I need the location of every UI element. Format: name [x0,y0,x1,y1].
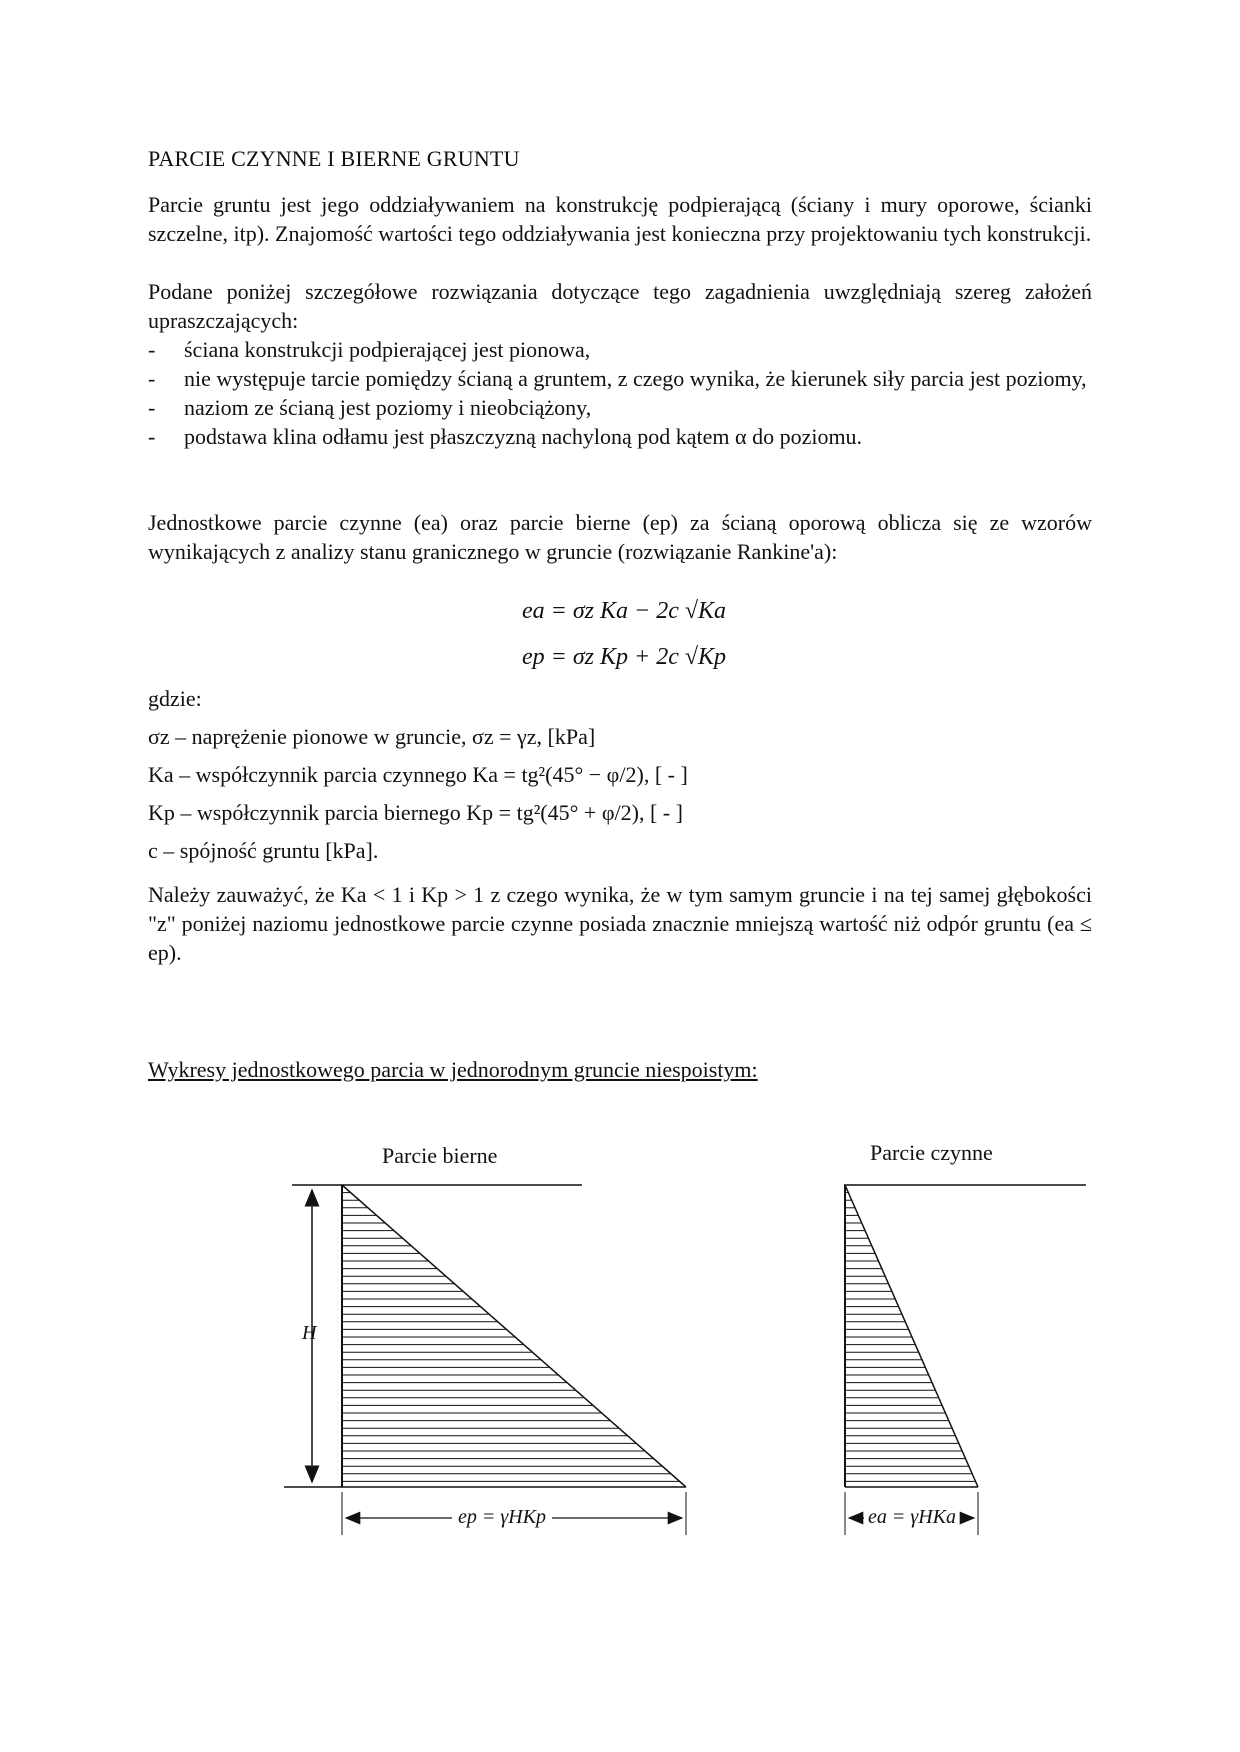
paragraph-comparison: Należy zauważyć, że Ka < 1 i Kp > 1 z czego wynika, że w tym samym gruncie i na tej samej głębokości "z" poniżej naziomu jednostkowe parcie czynne posiada znacznie mniejszą wartość niż odpór gruntu (ea ≤ ep). [148,882,1092,965]
active-bottom-label: ea = γHKa [868,1506,957,1528]
passive-bottom-label: ep = γHKp [458,1506,547,1528]
list-item: - ściana konstrukcji podpierającej jest pionowa, [148,337,591,362]
bullet-dash: - [148,395,156,420]
active-pressure-diagram [844,1185,1086,1535]
definition-kp: Kp – współczynnik parcia biernego Kp = tg²(45° + φ/2), [ - ] [148,800,683,825]
passive-pressure-diagram [284,1185,686,1535]
where-label: gdzie: [148,686,202,711]
list-item: - naziom ze ścianą jest poziomy i nieobciążony, [148,395,592,420]
height-label: H [302,1322,317,1344]
passive-diagram-title: Parcie bierne [382,1143,498,1168]
definition-ka: Ka – współczynnik parcia czynnego Ka = tg²(45° − φ/2), [ - ] [148,762,688,787]
formula-active-pressure: ea = σz Ka − 2c √Ka [522,598,727,624]
document-title: PARCIE CZYNNE I BIERNE GRUNTU [148,146,520,171]
list-item: - nie występuje tarcie pomiędzy ścianą a gruntem, z czego wynika, że kierunek siły parcia jest poziomy, [148,366,1087,391]
bullet-dash: - [148,366,156,391]
active-diagram-title: Parcie czynne [870,1140,993,1165]
list-item: - podstawa klina odłamu jest płaszczyzną nachyloną pod kątem α do poziomu. [148,424,863,449]
formula-passive-pressure: ep = σz Kp + 2c √Kp [522,644,727,670]
passive-hatching [342,1193,680,1482]
definition-c: c – spójność gruntu [kPa]. [148,838,379,863]
bullet-dash: - [148,337,156,362]
paragraph-rankine: Jednostkowe parcie czynne (ea) oraz parcie bierne (ep) za ścianą oporową oblicza się ze wzorów wynikających z analizy stanu granicznego w gruncie (rozwiązanie Rankine'a): [148,510,1092,564]
paragraph-intro: Parcie gruntu jest jego oddziaływaniem na konstrukcję podpierającą (ściany i mury oporowe, ścianki szczelne, itp). Znajomość wartości tego oddziaływania jest konieczna przy projektowaniu tych konstrukcji. [148,192,1092,246]
definition-sigma: σz – naprężenie pionowe w gruncie, σz = γz, [kPa] [148,724,596,749]
bullet-dash: - [148,424,156,449]
diagram-heading: Wykresy jednostkowego parcia w jednorodnym gruncie niespoistym: [148,1057,758,1082]
paragraph-assumptions: Podane poniżej szczegółowe rozwiązania dotyczące tego zagadnienia uwzględniają szereg założeń upraszczających: [148,279,1092,333]
